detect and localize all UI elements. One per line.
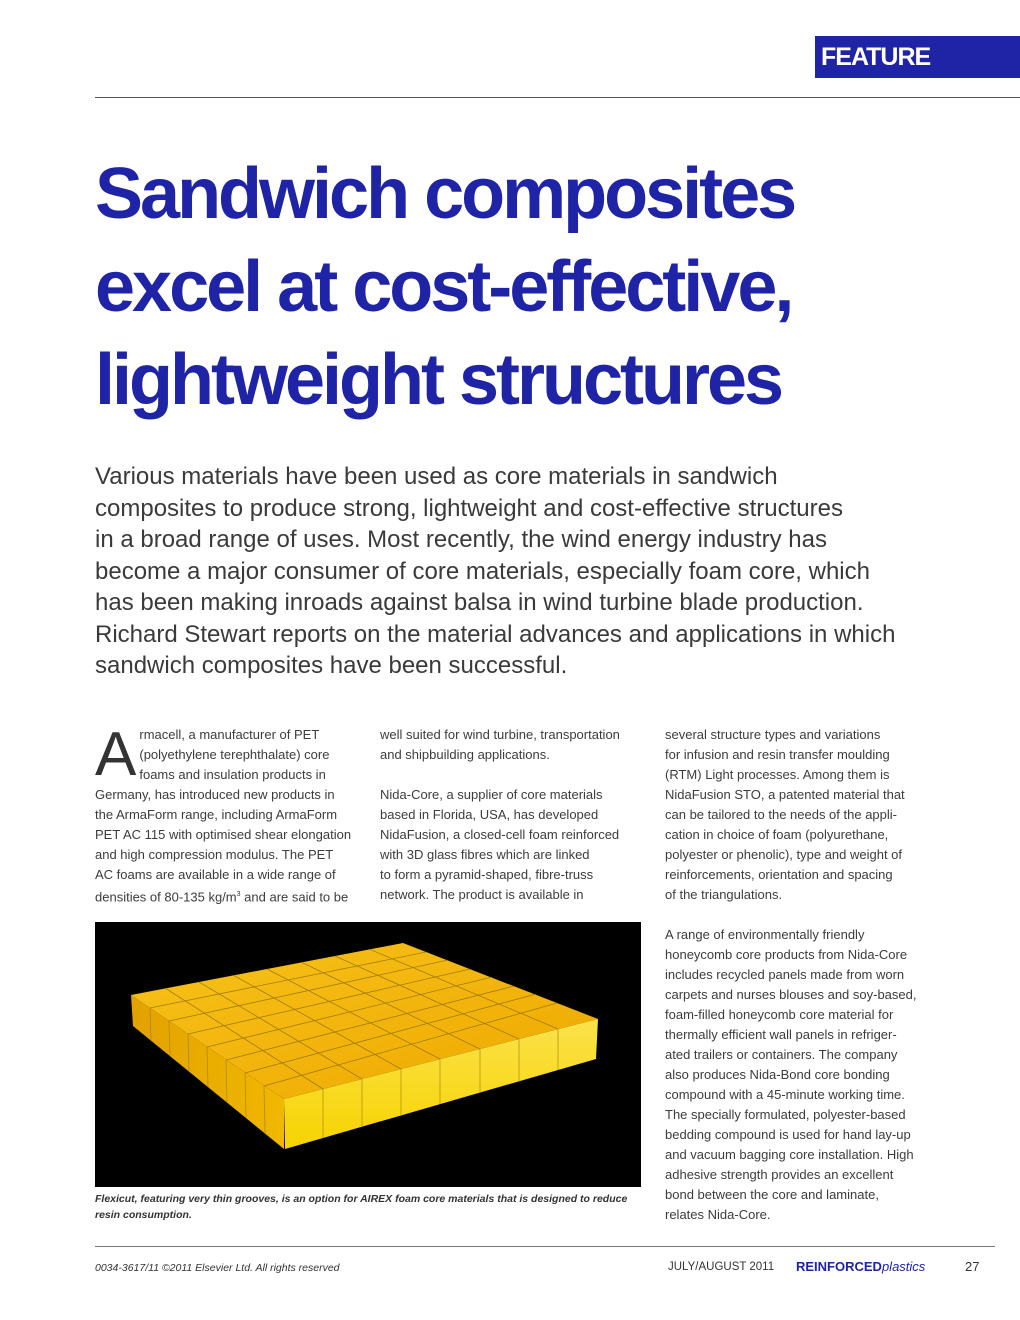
paragraph: [665, 925, 930, 1225]
text-line: foams and insulation products in: [139, 767, 326, 782]
text-line: [95, 885, 360, 907]
standfirst-line: in a broad range of uses. Most recently, the wind energy industry has: [95, 526, 827, 553]
standfirst-line: Richard Stewart reports on the material advances and applications in which: [95, 620, 896, 648]
bottom-divider: [95, 1246, 995, 1247]
text-line: for infusion and resin transfer moulding: [665, 747, 890, 762]
standfirst-line: become a major consumer of core materials, especially foam core, which: [95, 557, 870, 585]
text-line: with 3D glass fibres which are linked: [380, 847, 590, 862]
text-fragment: and are said to be: [240, 889, 349, 905]
text-line: honeycomb core products from Nida-Core: [665, 947, 908, 962]
headline-line: Sandwich composites: [95, 154, 795, 234]
standfirst-line: sandwich composites have been successful.: [95, 652, 568, 679]
text-line: ated trailers or containers. The company: [665, 1047, 898, 1062]
text-line: and shipbuilding applications.: [380, 747, 550, 762]
copyright-notice: 0034-3617/11 ©2011 Elsevier Ltd. All rights reserved: [95, 1262, 340, 1274]
text-line: (polyethylene terephthalate) core: [139, 747, 330, 762]
headline-line: excel at cost-effective,: [95, 247, 792, 327]
text-line: also produces Nida-Bond core bonding: [665, 1067, 890, 1082]
caption-line: resin consumption.: [95, 1209, 192, 1221]
text-line: AC foams are available in a wide range of: [95, 867, 336, 882]
text-line: the ArmaForm range, including ArmaForm: [95, 807, 338, 822]
text-line: NidaFusion STO, a patented material that: [665, 787, 905, 802]
text-line: PET AC 115 with optimised shear elongation: [95, 827, 352, 842]
text-line: The specially formulated, polyester-based: [665, 1107, 906, 1122]
text-line: compound with a 45-minute working time.: [665, 1087, 905, 1102]
text-line: based in Florida, USA, has developed: [380, 807, 599, 822]
text-line: can be tailored to the needs of the appli-: [665, 807, 897, 822]
body-column-1: [95, 720, 360, 907]
superscript: 3: [236, 891, 241, 898]
standfirst-line: has been making inroads against balsa in wind turbine blade production.: [95, 589, 864, 616]
magazine-logo: [796, 1259, 925, 1274]
text-line: NidaFusion, a closed-cell foam reinforced: [380, 827, 620, 842]
text-line: network. The product is available in: [380, 887, 584, 902]
text-line: relates Nida-Core.: [665, 1207, 771, 1222]
paragraph: [380, 725, 645, 765]
article-headline: [95, 148, 995, 427]
headline-line: lightweight structures: [95, 340, 782, 420]
text-line: several structure types and variations: [665, 727, 881, 742]
text-line: reinforcements, orientation and spacing: [665, 867, 893, 882]
text-line: Nida-Core, a supplier of core materials: [380, 787, 603, 802]
paragraph: [665, 725, 930, 905]
text-line: polyester or phenolic), type and weight of: [665, 847, 903, 862]
standfirst-line: Various materials have been used as core materials in sandwich: [95, 463, 778, 490]
standfirst: [95, 461, 945, 682]
brand-bold: REINFORCED: [796, 1259, 882, 1274]
figure-caption: [95, 1191, 645, 1223]
text-fragment: densities of 80-135 kg/m: [95, 889, 237, 905]
text-line: well suited for wind turbine, transportation: [380, 727, 620, 742]
figure-foam-panel: [95, 922, 641, 1187]
text-line: foam-filled honeycomb core material for: [665, 1007, 894, 1022]
text-line: carpets and nurses blouses and soy-based,: [665, 987, 917, 1002]
text-line: and vacuum bagging core installation. High: [665, 1147, 914, 1162]
text-line: (RTM) Light processes. Among them is: [665, 767, 890, 782]
text-line: and high compression modulus. The PET: [95, 847, 334, 862]
text-line: of the triangulations.: [665, 887, 783, 902]
drop-cap: A: [95, 720, 137, 789]
text-line: cation in choice of foam (polyurethane,: [665, 827, 889, 842]
text-line: adhesive strength provides an excellent: [665, 1167, 894, 1182]
body-column-2: [380, 725, 645, 905]
section-tag: FEATURE: [815, 36, 1020, 78]
page-number: 27: [965, 1259, 980, 1274]
text-line: Germany, has introduced new products in: [95, 787, 335, 802]
text-line: thermally efficient wall panels in refriger-: [665, 1027, 897, 1042]
standfirst-line: composites to produce strong, lightweight and cost-effective structures: [95, 494, 843, 522]
body-column-3: [665, 725, 930, 1225]
brand-italic: plastics: [881, 1259, 926, 1274]
issue-date: JULY/AUGUST 2011: [668, 1261, 775, 1273]
foam-panel-illustration: [95, 922, 641, 1187]
caption-line: Flexicut, featuring very thin grooves, is an option for AIREX foam core materials that is designed to reduce: [95, 1193, 628, 1205]
text-line: bond between the core and laminate,: [665, 1187, 879, 1202]
text-line: bedding compound is used for hand lay-up: [665, 1127, 911, 1142]
paragraph: [95, 720, 360, 907]
text-line: A range of environmentally friendly: [665, 927, 865, 942]
text-line: includes recycled panels made from worn: [665, 967, 905, 982]
top-divider: [95, 97, 1020, 98]
text-line: to form a pyramid-shaped, fibre-truss: [380, 867, 594, 882]
paragraph: [380, 785, 645, 905]
text-line: rmacell, a manufacturer of PET: [139, 727, 320, 742]
